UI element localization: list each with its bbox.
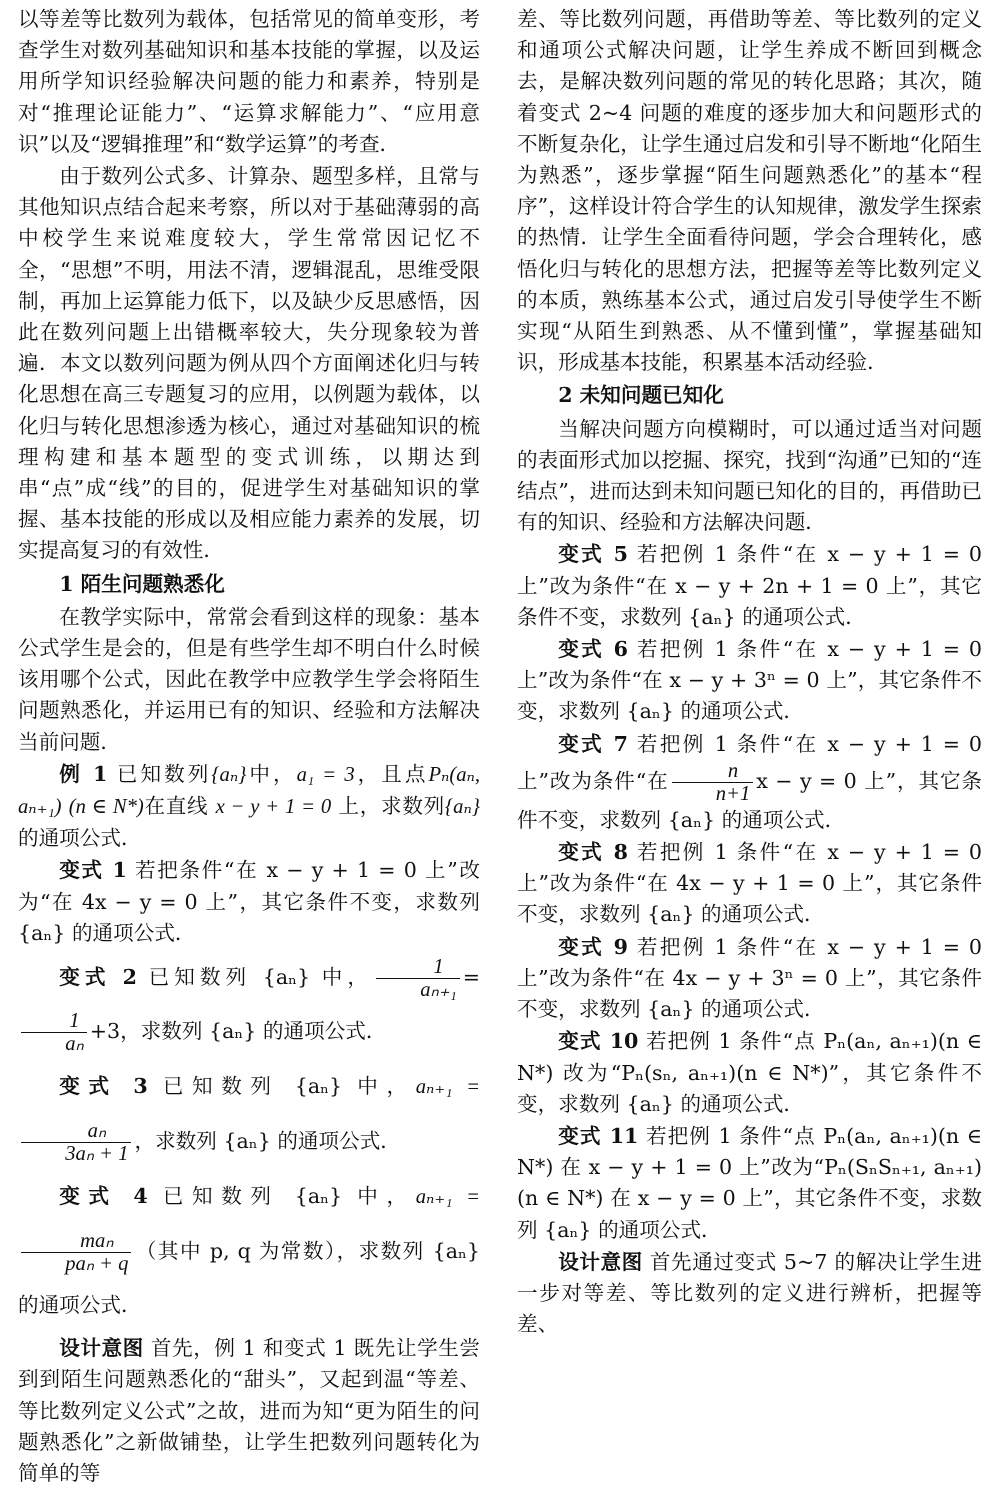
variant-8 <box>517 837 982 931</box>
variant-7 <box>517 729 982 836</box>
variant-3-fraction <box>21 1120 131 1165</box>
variant-2-frac2-num: 1 <box>21 1010 87 1033</box>
variant-8-label: 变式 8 <box>558 840 628 865</box>
variant-9-text: 若把例 1 条件“在 x − y + 1 = 0 上”改为条件“在 4x − y + 3ⁿ = 0 上”，其它条件不变，求数列 {aₙ} 的通项公式． <box>517 934 983 1022</box>
left-column <box>18 4 481 1485</box>
variant-2-fraction-1 <box>376 956 460 1001</box>
variant-5 <box>517 539 982 633</box>
design-intent-2-label: 设计意图 <box>558 1249 643 1274</box>
variant-5-label: 变式 5 <box>558 542 628 567</box>
variant-3-label: 变式 3 <box>59 1074 148 1099</box>
example-1-seq-2: {aₙ} <box>444 796 481 819</box>
variant-3-den: 3aₙ + 1 <box>65 1143 129 1166</box>
variant-3-text-b: ，求数列 {aₙ} 的通项公式． <box>134 1129 401 1154</box>
example-1-domain: (n ∈ N*) <box>68 796 144 819</box>
design-intent-1 <box>18 1333 480 1489</box>
variant-1 <box>18 855 480 949</box>
example-1-a1: a₁ = 3 <box>296 763 355 786</box>
variant-10-label: 变式 10 <box>558 1029 639 1054</box>
example-1-text-b: 中， <box>246 761 297 786</box>
variant-9-label: 变式 9 <box>558 934 628 959</box>
variant-2-frac1-den: aₙ₊₁ <box>420 979 457 1002</box>
variant-7-text-b: x − y = 0 上”，其它条件不变，求数列 {aₙ} 的通项公式． <box>517 768 983 832</box>
variant-11-text: 若把例 1 条件“点 Pₙ(aₙ, aₙ₊₁)(n ∈ N*) 在 x − y + 1 = 0 上”改为“Pₙ(SₙSₙ₊₁, aₙ₊₁)(n ∈ N*) 在 x − y = 0 上”，其它条件不变，求数列 {aₙ} 的通项公式． <box>517 1123 982 1242</box>
continued-paragraph: 差、等比数列问题，再借助等差、等比数列的定义和通项公式解决问题，让学生养成不断回到概念去，是解决数列问题的常见的转化思路；其次，随着变式 2~4 问题的难度的逐步加大和问题形式的不断复杂化，让学生通过启发和引导不断地“化陌生为熟悉”，逐步掌握“陌生问题熟悉化”的基本“程序”，这样设计符合学生的认知规律，激发学生探索的热情．让学生全面看待问题，学会合理转化，感悟化归与转化的思想方法，把握等差等比数列定义的本质，熟练基本公式，通过启发引导使学生不断实现“从陌生到熟悉、从不懂到懂”，掌握基础知识，形成基本技能，积累基本活动经验． <box>517 7 982 375</box>
variant-2-equals: = <box>462 965 481 990</box>
variant-11-label: 变式 11 <box>558 1123 639 1148</box>
variant-2-text-a: 已知数列 {aₙ} 中， <box>148 965 374 990</box>
example-1-text-f: 的通项公式． <box>18 826 142 851</box>
variant-10-text: 若把例 1 条件“点 Pₙ(aₙ, aₙ₊₁)(n ∈ N*) 改为“Pₙ(sₙ, aₙ₊₁)(n ∈ N*)”，其它条件不变，求数列 {aₙ} 的通项公式． <box>517 1029 982 1116</box>
section-1-paragraph: 在教学实际中，常常会看到这样的现象：基本公式学生是会的，但是有些学生却不明白什么时候该用哪个公式，因此在教学中应教学生学会将陌生问题熟悉化，并运用已有的知识、经验和方法解决当前问题． <box>18 604 480 754</box>
variant-4-den: paₙ + q <box>65 1253 129 1276</box>
variant-4-label: 变式 4 <box>59 1184 148 1209</box>
right-column <box>517 4 983 1337</box>
design-intent-1-text: 首先，例 1 和变式 1 既先让学生尝到到陌生问题熟悉化的“甜头”，又起到温“等差、等比数列定义公式”之故，进而为知“更为陌生的问题熟悉化”之新做铺垫，让学生把数列问题转化为简单的等 <box>18 1336 481 1485</box>
intro-paragraph-1: 以等差等比数列为载体，包括常见的简单变形，考查学生对数列基础知识和基本技能的掌握，以及运用所学知识经验解决问题的能力和素养，特别是对“推理论证能力”、“运算求解能力”、“应用意识”以及“逻辑推理”和“数学运算”的考查． <box>18 7 480 156</box>
example-1-label: 例 1 <box>59 761 108 786</box>
variant-3-num: aₙ <box>21 1120 131 1143</box>
variant-4 <box>18 1169 480 1332</box>
variant-1-text: 若把条件“在 x − y + 1 = 0 上”改为“在 4x − y = 0 上”，其它条件不变，求数列 {aₙ} 的通项公式． <box>18 858 480 945</box>
section-2-paragraph: 当解决问题方向模糊时，可以通过适当对问题的表面形式加以挖掘、探究，找到“沟通”已知的“连结点”，进而达到未知问题已知化的目的，再借助已有的知识、经验和方法解决问题． <box>517 416 982 535</box>
example-1-text-e: 上，求数列 <box>338 794 445 819</box>
variant-8-text: 若把例 1 条件“在 x − y + 1 = 0 上”改为条件“在 4x − y + 1 = 0 上”，其它条件不变，求数列 {aₙ} 的通项公式． <box>517 840 983 927</box>
example-1-text-d: 在直线 <box>143 794 209 819</box>
variant-2 <box>18 950 480 1058</box>
variant-3-text-a: 已知数列 {aₙ} 中， <box>162 1074 416 1099</box>
variant-4-num: maₙ <box>21 1230 131 1253</box>
example-1-text-a: 已知数列 <box>116 761 212 786</box>
design-intent-2 <box>517 1247 982 1341</box>
variant-3 <box>18 1059 480 1168</box>
variant-7-label: 变式 7 <box>558 731 628 756</box>
variant-4-fraction <box>21 1230 131 1275</box>
section-1-heading: 1 陌生问题熟悉化 <box>59 571 225 596</box>
variant-1-label: 变式 1 <box>59 858 127 883</box>
design-intent-2-text: 首先通过变式 5~7 的解决让学生进一步对等差、等比数列的定义进行辨析，把握等差、 <box>517 1249 982 1337</box>
variant-3-lhs: aₙ₊₁ = <box>415 1076 481 1099</box>
example-1-point: Pₙ(aₙ, aₙ₊₁) <box>18 763 481 819</box>
intro-paragraph-2: 由于数列公式多、计算杂、题型多样，且常与其他知识点结合起来考察，所以对于基础薄弱的高中校学生来说难度较大，学生常常因记忆不全，“思想”不明，用法不清，逻辑混乱，思维受限制，再加上运算能力低下，以及缺少反思感悟，因此在数列问题上出错概率较大，失分现象较为普遍．本文以数列问题为例从四个方面阐述化归与转化思想在高三专题复习的应用，以例题为载体，以化归与转化思想渗透为核心，通过对基础知识的梳理构建和基本题型的变式训练，以期达到串“点”成“线”的目的，促进学生对基础知识的掌握、基本技能的形成以及相应能力素养的发展，切实提高复习的有效性． <box>18 164 480 563</box>
variant-2-label: 变式 2 <box>59 965 138 990</box>
example-1-line: x − y + 1 = 0 <box>215 796 332 819</box>
variant-2-frac2-den: aₙ <box>65 1033 84 1056</box>
variant-5-text: 若把例 1 条件“在 x − y + 1 = 0 上”改为条件“在 x − y + 2n + 1 = 0 上”，其它条件不变，求数列 {aₙ} 的通项公式． <box>517 542 983 629</box>
variant-4-text-a: 已知数列 {aₙ} 中， <box>162 1184 416 1209</box>
variant-7-fraction <box>672 760 754 805</box>
variant-4-lhs: aₙ₊₁ = <box>415 1186 481 1209</box>
variant-6 <box>517 634 982 728</box>
variant-6-label: 变式 6 <box>558 637 628 662</box>
variant-4-text-b: （其中 p, q 为常数），求数列 {aₙ} 的通项公式． <box>18 1239 480 1318</box>
section-2-heading: 2 未知问题已知化 <box>558 383 724 408</box>
variant-11 <box>517 1121 982 1246</box>
design-intent-1-label: 设计意图 <box>59 1336 144 1361</box>
variant-2-frac1-num: 1 <box>376 956 460 979</box>
example-1-text-c: ，且点 <box>354 761 429 786</box>
example-1 <box>18 759 480 855</box>
variant-7-text-a: 若把例 1 条件“在 x − y + 1 = 0 上”改为条件“在 <box>517 731 983 793</box>
variant-9 <box>517 932 982 1026</box>
variant-7-num: n <box>672 760 754 783</box>
variant-2-plus: +3 <box>89 1019 121 1044</box>
example-1-seq: {aₙ} <box>211 763 247 786</box>
variant-2-text-b: ，求数列 {aₙ} 的通项公式． <box>120 1019 387 1044</box>
variant-6-text: 若把例 1 条件“在 x − y + 1 = 0 上”改为条件“在 x − y + 3ⁿ = 0 上”，其它条件不变，求数列 {aₙ} 的通项公式． <box>517 637 983 724</box>
variant-10 <box>517 1026 982 1120</box>
variant-2-fraction-2 <box>21 1010 87 1055</box>
variant-7-den: n+1 <box>715 782 751 805</box>
